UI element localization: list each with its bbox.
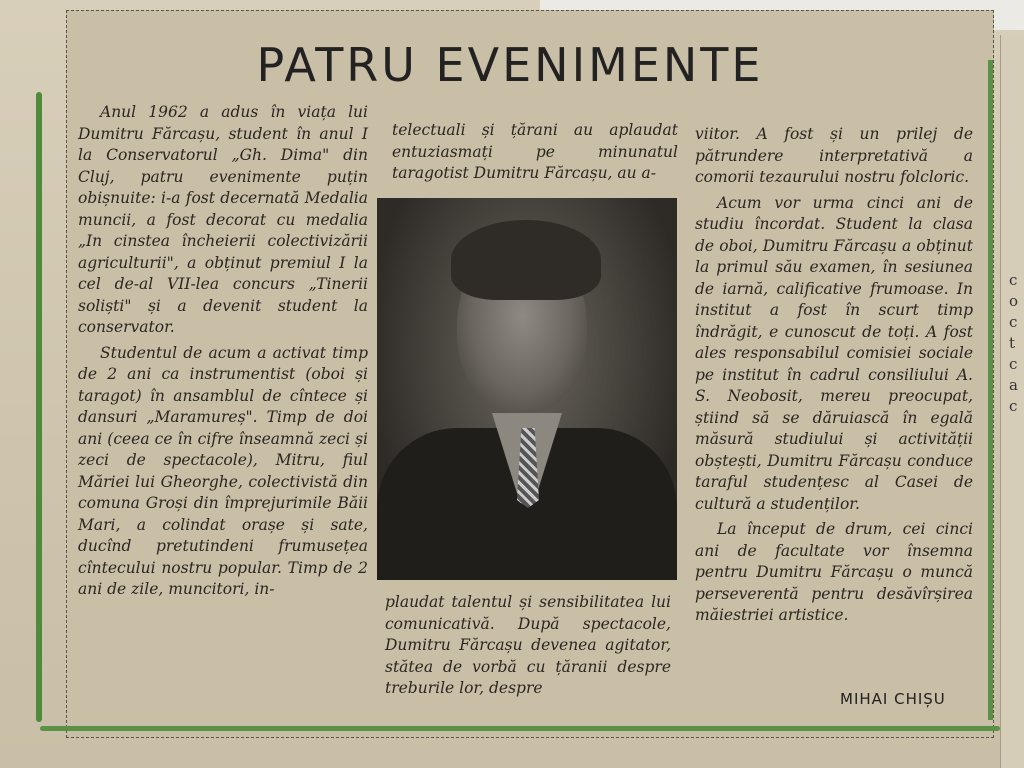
article-column-2-bottom	[385, 592, 671, 704]
paragraph: Studentul de acum a activat timp de 2 ani ca instrumentist (oboi și taragot) în ansamblul de cîntece și dansuri „Maramureș". Timp de doi ani (ceea ce în cifre înseamnă zeci și zeci de spectacole), Mitru, fiul Măriei lui Gheorghe, colectivistă din comuna Groși din împrejurimile Băii Mari, a colindat orașe și sate, ducînd pretutindeni frumusețea cîntecului nostru popular. Timp de 2 ani de zile, muncitori, in-	[78, 343, 368, 598]
paragraph: Acum vor urma cinci ani de studiu încordat. Student la clasa de oboi, Dumitru Fărcașu a obținut la primul său examen, în sesiunea de iarnă, calificative frumoase. In institut a fost în scurt timp îndrăgit, e cunoscut de toți. A fost ales responsabilul comisiei sociale pe institut în cadrul consiliului A. S. Neobosit, mereu preocupat, știind să se dăruiască în egală măsură studiului și activității obștești, Dumitru Fărcașu conduce taraful studențesc al Casei de cultură a studenților.	[695, 193, 973, 513]
hair	[451, 220, 601, 300]
paragraph: La început de drum, cei cinci ani de facultate vor însemna pentru Dumitru Fărcașu o muncă perseverentă pentru desăvîrșirea măiestriei artistice.	[695, 520, 973, 624]
article-column-1	[78, 102, 368, 605]
green-marker-line	[36, 92, 42, 722]
paragraph: Anul 1962 a adus în viața lui Dumitru Fărcașu, student în anul I la Conservatorul „Gh. Dima" din Cluj, patru evenimente puțin obișnuite: i-a fost decernată Medalia muncii, a fost decorat cu medalia „In cinstea încheierii colectivizării agriculturii", a obținut premiul I la cel de-al VII-lea concurs „Tinerii soliști" și a devenit student la conservator.	[78, 103, 368, 336]
article-title: PATRU EVENIMENTE	[256, 38, 764, 92]
portrait-photo	[377, 198, 677, 580]
paragraph: telectuali și țărani au aplaudat entuziasmați pe minunatul taragotist Dumitru Fărcașu, au a-	[392, 121, 678, 182]
edge-text: c o c t c a c	[1009, 271, 1019, 415]
adjacent-page	[1000, 35, 1024, 768]
article-column-3	[695, 124, 973, 631]
green-marker-line	[988, 60, 993, 720]
author-signature: MIHAI CHIȘU	[840, 690, 946, 708]
article-column-2-top	[392, 120, 678, 189]
paragraph: plaudat talentul și sensibilitatea lui comunicativă. După spectacole, Dumitru Fărcașu devenea agitator, stătea de vorbă cu țăranii despre treburile lor, despre	[385, 593, 671, 697]
green-marker-line	[40, 726, 1000, 731]
paragraph: viitor. A fost și un prilej de pătrundere interpretativă a comorii tezaurului nostru folcloric.	[695, 125, 973, 186]
